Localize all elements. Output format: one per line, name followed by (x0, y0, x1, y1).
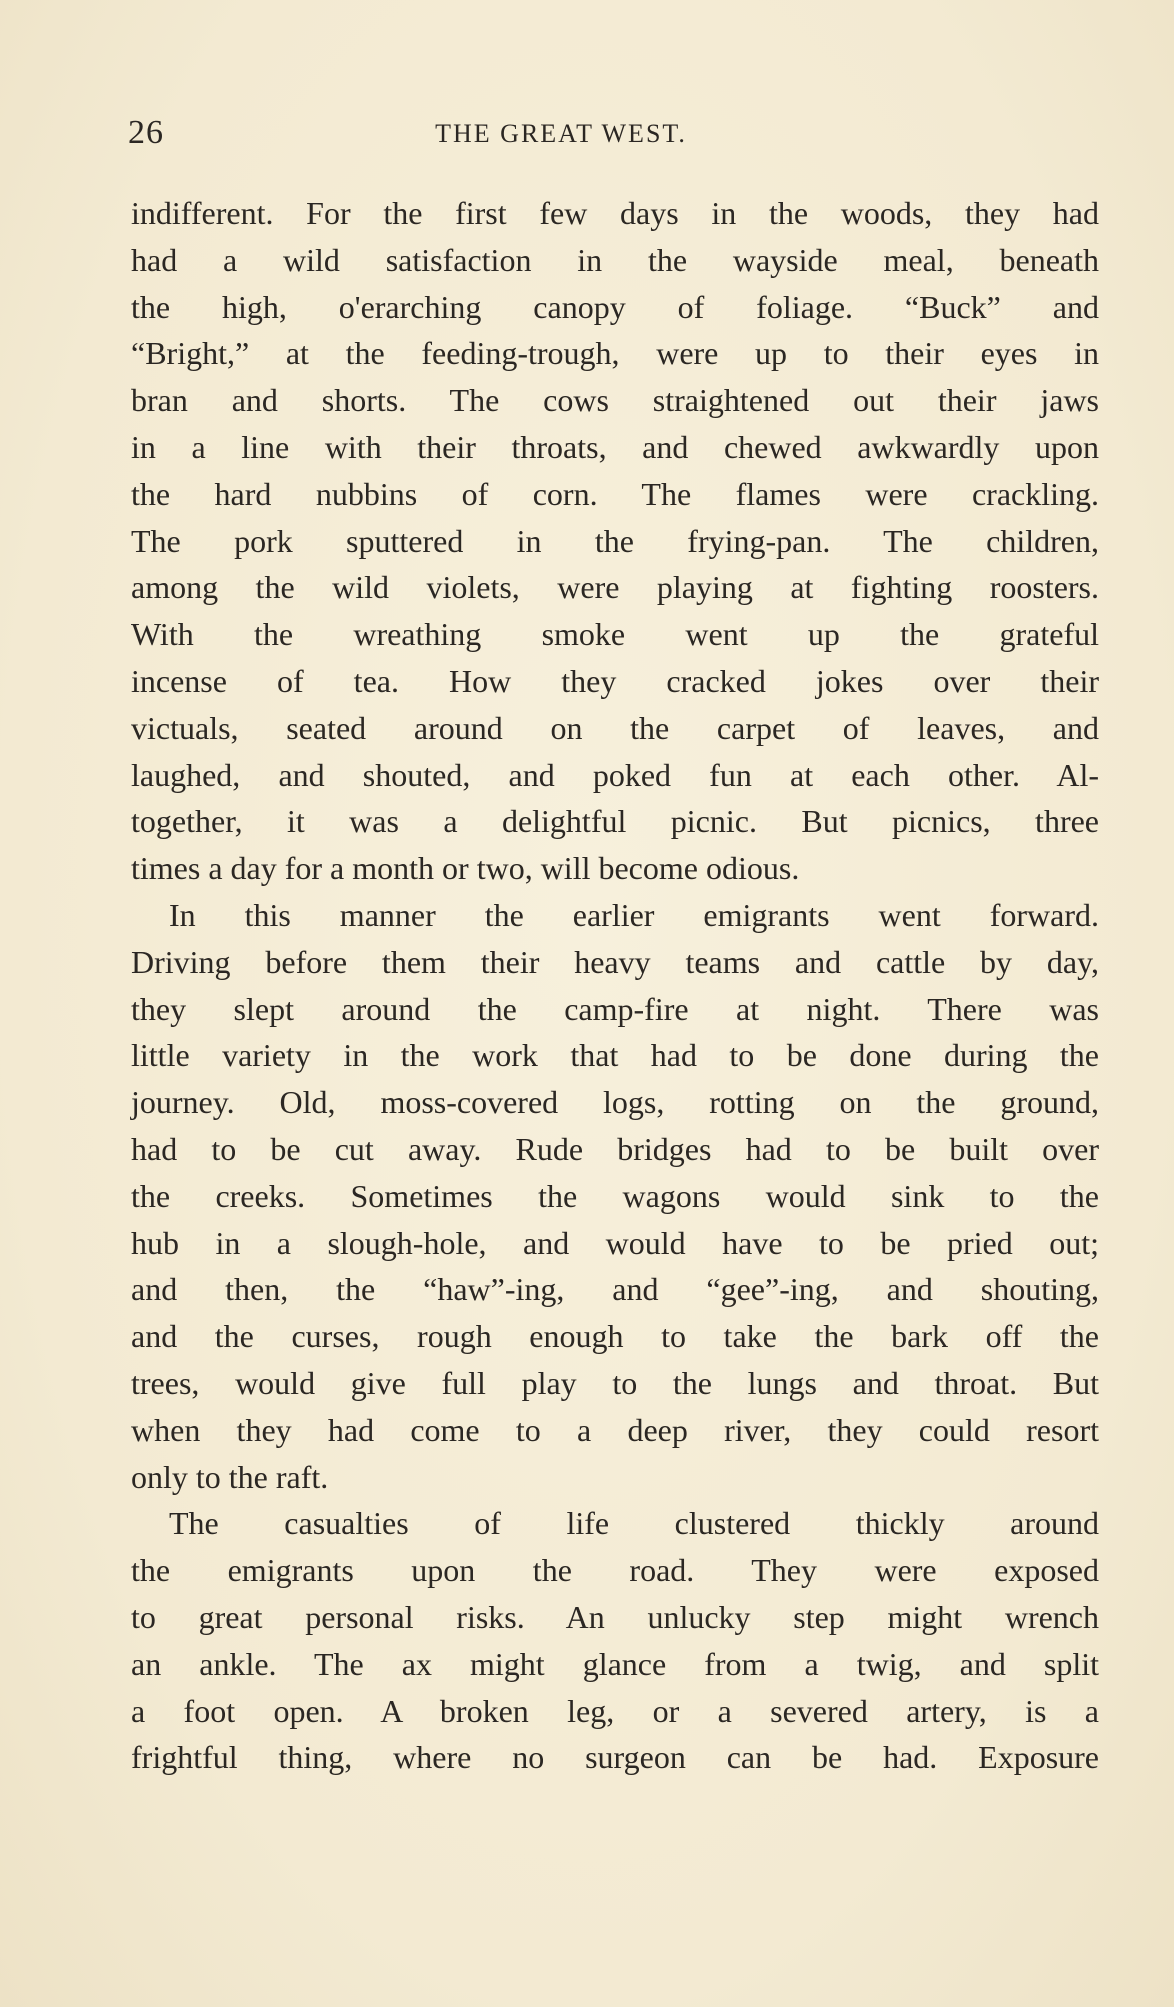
text-line: the hard nubbins of corn. The flames were crackling. (131, 475, 1099, 512)
text-line: The pork sputtered in the frying-pan. The children, (131, 522, 1099, 559)
text-line: journey. Old, moss-covered logs, rotting on the ground, (131, 1084, 1099, 1121)
text-line: when they had come to a deep river, they could resort (131, 1411, 1099, 1448)
text-line: had a wild satisfaction in the wayside meal, beneath (131, 241, 1099, 278)
text-line: only to the raft. (131, 1458, 329, 1495)
text-line: little variety in the work that had to be done during the (131, 1037, 1099, 1074)
text-line: The casualties of life clustered thickly around (169, 1505, 1099, 1542)
text-line: and then, the “haw”-ing, and “gee”-ing, and shouting, (131, 1271, 1099, 1308)
page-header (128, 114, 994, 164)
text-line: had to be cut away. Rude bridges had to be built over (131, 1130, 1099, 1167)
text-line: bran and shorts. The cows straightened out their jaws (131, 382, 1099, 419)
text-line: trees, would give full play to the lungs and throat. But (131, 1364, 1099, 1401)
body-text (131, 190, 1099, 1781)
page-number: 26 (128, 114, 164, 151)
text-line: laughed, and shouted, and poked fun at each other. Al- (131, 756, 1099, 793)
text-line: an ankle. The ax might glance from a twig, and split (131, 1645, 1099, 1682)
text-line: In this manner the earlier emigrants went forward. (169, 896, 1099, 933)
text-line: victuals, seated around on the carpet of leaves, and (131, 709, 1099, 746)
text-line: and the curses, rough enough to take the bark off the (131, 1318, 1099, 1355)
text-line: the high, o'erarching canopy of foliage. “Buck” and (131, 288, 1099, 325)
text-line: together, it was a delightful picnic. But picnics, three (131, 803, 1099, 840)
text-line: indifferent. For the first few days in the woods, they had (131, 195, 1099, 231)
text-line: frightful thing, where no surgeon can be had. Exposure (131, 1739, 1099, 1776)
text-line: “Bright,” at the feeding-trough, were up to their eyes in (131, 335, 1099, 372)
text-line: they slept around the camp-fire at night. There was (131, 990, 1099, 1027)
text-line: hub in a slough-hole, and would have to be pried out; (131, 1224, 1099, 1261)
text-line: among the wild violets, were playing at fighting roosters. (131, 569, 1099, 606)
text-line: a foot open. A broken leg, or a severed artery, is a (131, 1692, 1099, 1729)
text-line: in a line with their throats, and chewed awkwardly upon (131, 428, 1099, 465)
text-line: Driving before them their heavy teams and cattle by day, (131, 943, 1099, 980)
text-line: the creeks. Sometimes the wagons would sink to the (131, 1177, 1099, 1214)
text-line: With the wreathing smoke went up the grateful (131, 616, 1099, 653)
text-line: times a day for a month or two, will become odious. (131, 850, 800, 887)
text-line: incense of tea. How they cracked jokes over their (131, 662, 1099, 699)
text-line: the emigrants upon the road. They were exposed (131, 1552, 1099, 1589)
text-line: to great personal risks. An unlucky step might wrench (131, 1598, 1099, 1635)
running-title: THE GREAT WEST. (435, 119, 687, 148)
